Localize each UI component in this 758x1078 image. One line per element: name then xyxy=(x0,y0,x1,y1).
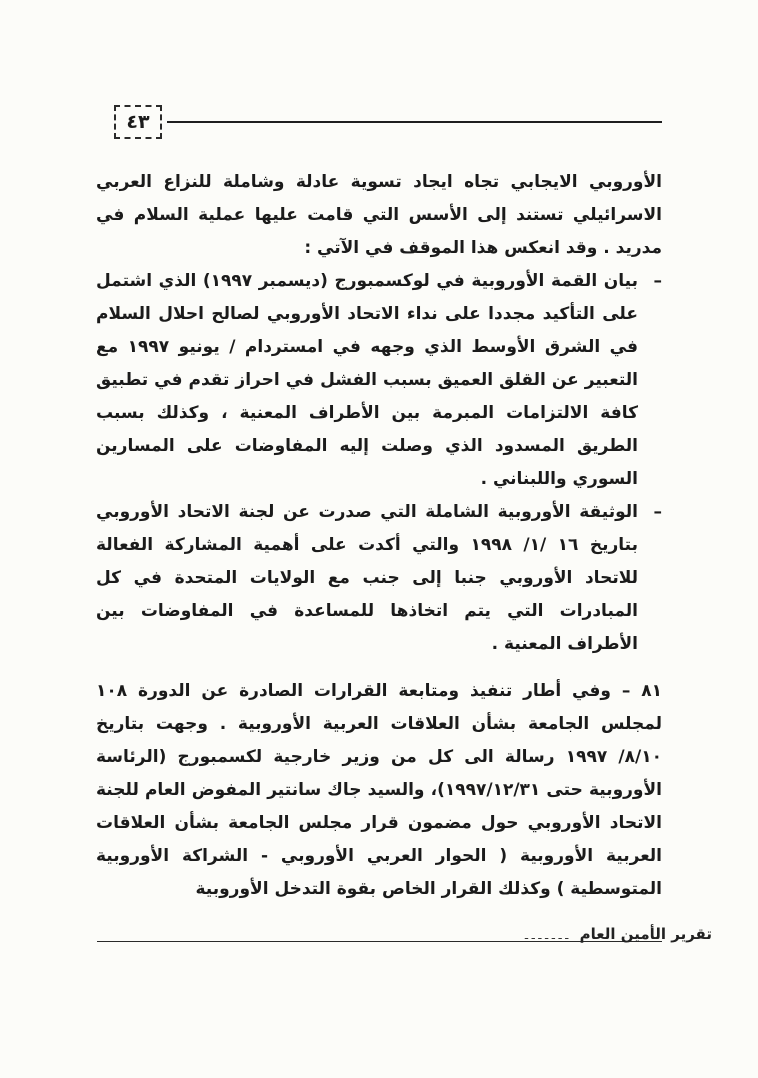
page-number: ٤٣ xyxy=(126,111,150,133)
bullet-dash: – xyxy=(653,502,662,522)
bullet-item-european-document xyxy=(96,496,662,661)
bullet-text: الوثيقة الأوروبية الشاملة التي صدرت عن لجنة الاتحاد الأوروبي بتاريخ ١٦ /١/ ١٩٩٨ والتي أكدت على أهمية المشاركة الفعالة للاتحاد الأوروبي جنبا إلى جنب مع الولايات المتحدة في كل المبادرات التي يتم اتخاذها للمساعدة في المفاوضات بين الأطراف المعنية . xyxy=(96,502,638,654)
footer-title: تقرير الأمين العام xyxy=(579,925,712,943)
intro-paragraph: الأوروبي الايجابي تجاه ايجاد تسوية عادلة وشاملة للنزاع العربي الاسرائيلي تستند إلى الأسس التي قامت عليها عملية السلام في مدريد . وقد انعكس هذا الموقف في الآتي : xyxy=(96,172,662,258)
bullet-text: بيان القمة الأوروبية في لوكسمبورج (ديسمبر ١٩٩٧) الذي اشتمل على التأكيد مجددا على نداء الاتحاد الأوروبي لصالح احلال السلام في الشرق الأوسط الذي وجهه في امستردام / يونيو ١٩٩٧ مع التعبير عن القلق العميق بسبب الفشل في احراز تقدم في تطبيق كافة الالتزامات المبرمة بين الأطراف المعنية ، وكذلك بسبب الطريق المسدود الذي وصلت إليه المفاوضات على المسارين السوري واللبناني . xyxy=(96,271,638,489)
page-number-box xyxy=(114,105,162,139)
header-rule xyxy=(167,121,662,123)
bullet-item-luxembourg-summit xyxy=(96,265,662,496)
footer-caption xyxy=(525,925,712,943)
bullet-dash: – xyxy=(653,271,662,291)
numbered-item-81 xyxy=(96,675,662,906)
footer-dashes: ـ ـ ـ ـ ـ ـ ـ xyxy=(524,929,569,942)
item-text: وفي أطار تنفيذ ومتابعة القرارات الصادرة عن الدورة ١٠٨ لمجلس الجامعة بشأن العلاقات العربية الأوروبية . وجهت بتاريخ ٨/١٠/ ١٩٩٧ رسالة الى كل من وزير خارجية لكسمبورج (الرئاسة الأوروبية حتى ١٩٩٧/١٢/٣١)، والسيد جاك سانتير المفوض العام للجنة الاتحاد الأوروبي حول مضمون قرار مجلس الجامعة بشأن العلاقات العربية الأوروبية ( الحوار العربي الأوروبي - الشراكة الأوروبية المتوسطية ) وكذلك القرار الخاص بقوة التدخل الأوروبية xyxy=(96,681,662,899)
item-number: ٨١ – xyxy=(621,681,662,701)
body-text xyxy=(96,166,662,906)
